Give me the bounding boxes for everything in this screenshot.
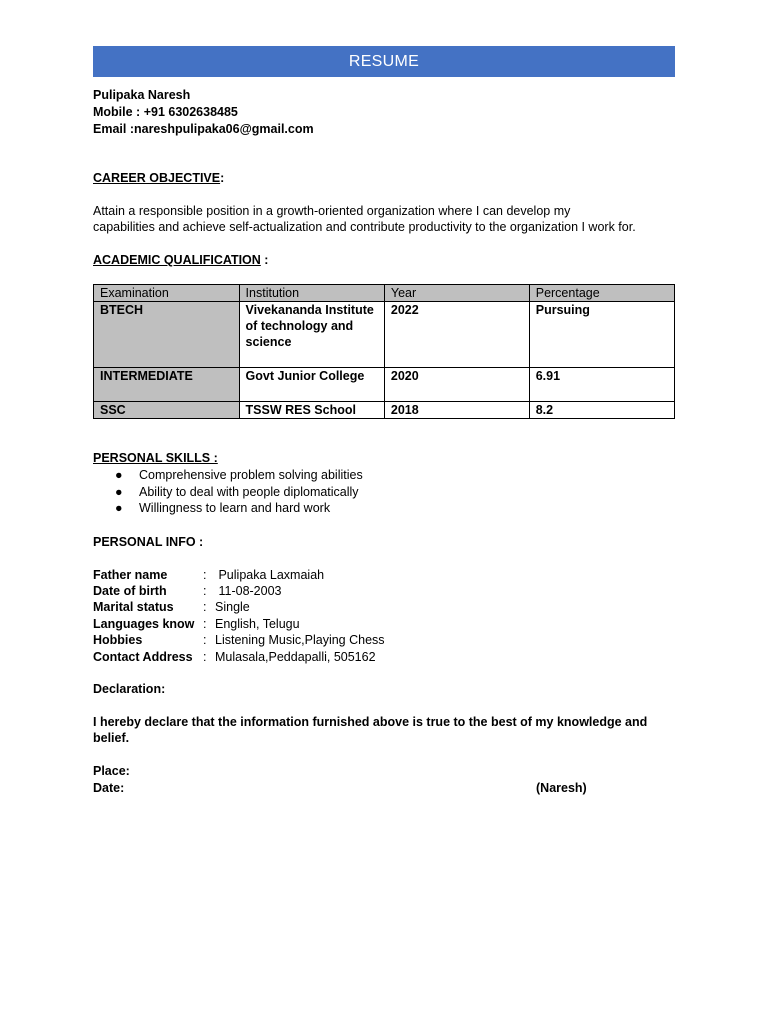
info-separator: : — [203, 584, 207, 598]
info-label: Date of birth — [93, 584, 167, 598]
info-label: Hobbies — [93, 633, 143, 647]
email-address: Email :nareshpulipaka06@gmail.com — [93, 122, 314, 136]
list-item — [93, 467, 675, 484]
cell-exam: BTECH — [94, 302, 240, 368]
cell-exam: INTERMEDIATE — [94, 368, 240, 402]
candidate-name: Pulipaka Naresh — [93, 88, 191, 102]
cell-institution: Vivekananda Institute of technology and science — [239, 302, 384, 368]
career-objective-heading-suffix: : — [220, 171, 225, 185]
info-separator: : — [203, 617, 207, 631]
info-row-hobbies — [93, 632, 385, 649]
skill-text: Comprehensive problem solving abilities — [139, 468, 363, 482]
date-label: Date: — [93, 781, 125, 795]
column-header-examination: Examination — [94, 285, 240, 302]
info-value: Single — [215, 600, 250, 614]
academic-heading-suffix: : — [260, 253, 269, 267]
column-header-institution: Institution — [239, 285, 384, 302]
list-item — [93, 484, 675, 501]
academic-qualification-table — [93, 284, 675, 419]
table-row — [94, 302, 675, 368]
cell-institution: TSSW RES School — [239, 402, 384, 419]
mobile-number: Mobile : +91 6302638485 — [93, 105, 238, 119]
skill-text: Ability to deal with people diplomatically — [139, 484, 359, 499]
career-objective-heading — [93, 170, 224, 187]
info-value: Mulasala,Peddapalli, 505162 — [215, 650, 376, 664]
info-value: English, Telugu — [215, 617, 300, 631]
column-header-year: Year — [384, 285, 529, 302]
cell-institution: Govt Junior College — [239, 368, 384, 402]
table-row — [94, 402, 675, 419]
column-header-percentage: Percentage — [529, 285, 674, 302]
info-row-date-of-birth — [93, 583, 282, 600]
academic-qualification-heading — [93, 252, 268, 269]
info-label: Father name — [93, 568, 168, 582]
info-label: Marital status — [93, 600, 174, 614]
career-objective-line-1: Attain a responsible position in a growth-oriented organization where I can develop my — [93, 204, 571, 218]
cell-exam: SSC — [94, 402, 240, 419]
resume-title-banner: RESUME — [93, 46, 675, 77]
career-objective-line-2: capabilities and achieve self-actualization and contribute productivity to the organization I work for. — [93, 220, 636, 234]
cell-year: 2018 — [384, 402, 529, 419]
info-separator: : — [203, 600, 207, 614]
career-objective-heading-text: CAREER OBJECTIVE — [93, 171, 221, 185]
cell-percentage: 8.2 — [529, 402, 674, 419]
info-row-marital-status — [93, 599, 250, 616]
personal-info-heading: PERSONAL INFO : — [93, 535, 204, 549]
declaration-line-2: belief. — [93, 731, 130, 745]
info-separator: : — [203, 633, 207, 647]
place-label: Place: — [93, 764, 130, 778]
bullet-icon: ● — [115, 484, 123, 499]
info-separator: : — [203, 650, 207, 664]
info-label: Languages know — [93, 617, 195, 631]
list-item — [93, 500, 675, 517]
info-label: Contact Address — [93, 650, 193, 664]
academic-heading-text: ACADEMIC QUALIFICATION — [93, 253, 261, 267]
cell-year: 2020 — [384, 368, 529, 402]
table-row — [94, 368, 675, 402]
skill-text: Willingness to learn and hard work — [139, 501, 331, 515]
info-value: 11-08-2003 — [215, 584, 282, 598]
info-value: Pulipaka Laxmaiah — [215, 568, 325, 582]
signature-name: (Naresh) — [536, 781, 587, 795]
cell-percentage: Pursuing — [529, 302, 674, 368]
bullet-icon: ● — [115, 468, 123, 482]
cell-year: 2022 — [384, 302, 529, 368]
personal-skills-list — [93, 467, 675, 517]
info-row-father-name — [93, 567, 324, 584]
table-header-row — [94, 285, 675, 302]
bullet-icon: ● — [115, 501, 123, 515]
declaration-line-1: I hereby declare that the information furnished above is true to the best of my knowledge and — [93, 715, 648, 729]
info-row-languages — [93, 616, 300, 633]
cell-percentage: 6.91 — [529, 368, 674, 402]
personal-skills-heading: PERSONAL SKILLS : — [93, 451, 218, 465]
declaration-heading: Declaration: — [93, 682, 166, 696]
info-separator: : — [203, 568, 207, 582]
info-row-contact-address — [93, 649, 376, 666]
info-value: Listening Music,Playing Chess — [215, 633, 385, 647]
